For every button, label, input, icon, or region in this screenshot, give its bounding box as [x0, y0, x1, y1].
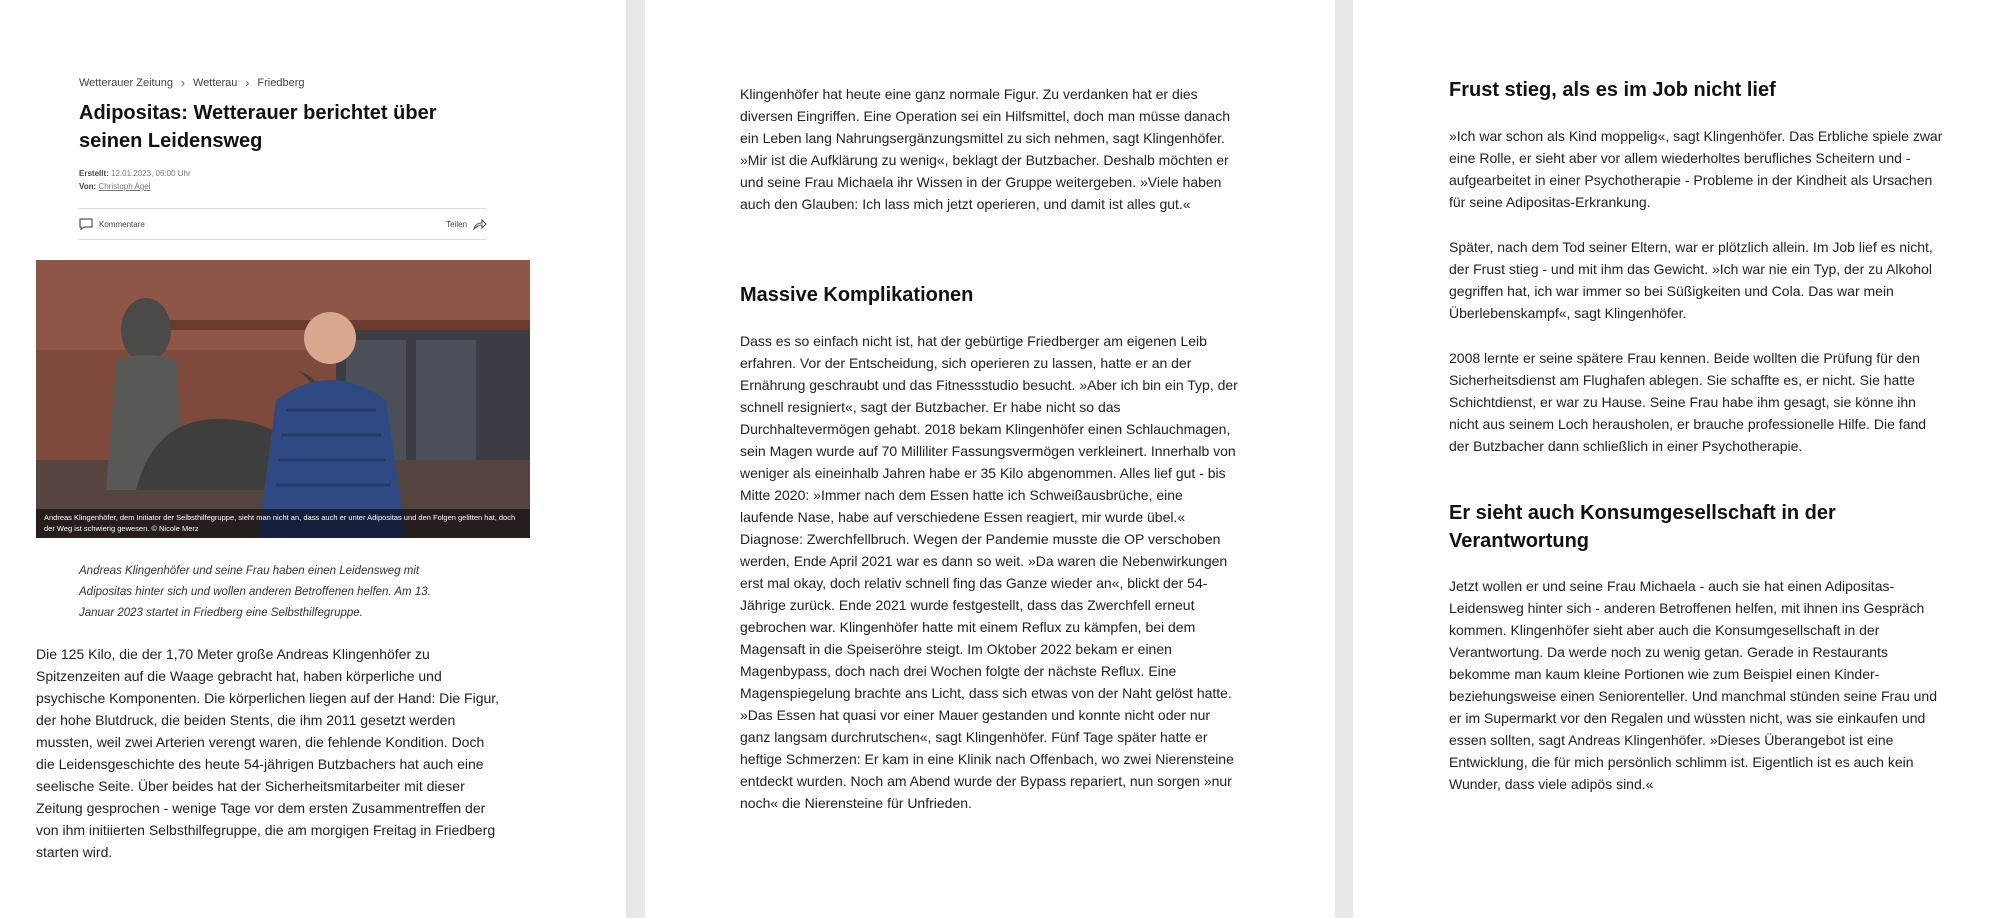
comments-label: Kommentare [99, 219, 145, 229]
article-paragraph: Später, nach dem Tod seiner Eltern, war er plötzlich allein. Im Job lief es nicht, der Frust stieg - und mit ihm das Gewicht. »Ich war nie ein Typ, der zu Alkohol gegriffen hat, ich war immer so bei Süßigkeiten und Cola. Das war mein Überlebenskampf«, sagt Klingenhöfer. [1449, 239, 1933, 321]
article-paragraph: Die 125 Kilo, die der 1,70 Meter große Andreas Klingenhöfer zu Spitzenzeiten auf die Waage gebracht hat, haben körperliche und psychische Komponenten. Die körperlichen liegen auf der Hand: Die Figur, der hohe Blutdruck, die beiden Stents, die ihm 2011 gesetzt werden mussten, weil zwei Arterien verengt waren, die fehlende Kondition. Doch die Leidensgeschichte des heute 54-jährigen Butzbachers hat auch eine seelische Seite. Über beides hat der Sicherheitsmitarbeiter mit dieser Zeitung gesprochen - wenige Tage vor dem ersten Zusammentreffen der von ihm initiierten Selbsthilfegruppe, die am morgigen Freitag in Friedberg starten wird. [36, 646, 500, 860]
article-page-1 [0, 0, 626, 918]
author-line [79, 182, 150, 191]
comments-button[interactable] [79, 218, 145, 230]
article-page-2 [645, 0, 1335, 918]
article-paragraph: Jetzt wollen er und seine Frau Michaela - auch sie hat einen Adipositas-Leidensweg hinter sich - anderen Betroffenen helfen, mit ihnen ins Gespräch kommen. Klingenhöfer sieht aber auch die Konsumgesellschaft in der Verantwortung. Da werde noch zu wenig getan. Gerade in Restaurants bekomme man kaum kleine Portionen wie zum Beispiel einen Kinder- beziehungsweise einen Seniorenteller. Und manchmal stünden seine Frau und er im Supermarkt vor den Regalen und wüssten nicht, was sie einkaufen und essen sollten, sagt Andreas Klingenhöfer. »Dieses Überangebot ist eine Entwicklung, die für mich persönlich schlimm ist. Eigentlich ist es auch kein Wunder, dass viele adipös sind.« [1449, 578, 1937, 792]
author-link[interactable]: Christoph Agel [98, 182, 151, 191]
breadcrumb-link-region[interactable]: Wetterau [192, 77, 238, 89]
breadcrumb-link-city[interactable]: Friedberg [257, 77, 305, 89]
created-value: 12.01.2023, 06:00 Uhr [111, 169, 191, 178]
article-paragraph: »Ich war schon als Kind moppelig«, sagt Klingenhöfer. Das Erbliche spiele zwar eine Rolle, er sieht aber vor allem wiederholtes berufliches Scheitern und - aufgearbeitet in einer Psychotherapie - Probleme in der Kindheit als Ursachen für seine Adipositas-Erkrankung. [1449, 128, 1943, 210]
article-photo[interactable] [36, 260, 530, 538]
section-heading: Massive Komplikationen [740, 284, 974, 306]
image-caption: Andreas Klingenhöfer und seine Frau haben einen Leidensweg mit Adipositas hinter sich und wollen anderen Betroffenen helfen. Am 13. Januar 2023 startet in Friedberg eine Selbsthilfegruppe. [79, 565, 431, 619]
created-date [79, 169, 191, 178]
section-heading: Er sieht auch Konsumgesellschaft in der Verantwortung [1449, 502, 1836, 552]
article-action-bar [79, 208, 487, 240]
article-paragraph: Klingenhöfer hat heute eine ganz normale Figur. Zu verdanken hat er dies diversen Eingriffen. Eine Operation sei ein Hilfsmittel, doch man müsse danach ein Leben lang Nahrungsergänzungsmittel zu sich nehmen, sagt Klingenhöfer. »Mir ist die Aufklärung zu wenig«, beklagt der Butzbacher. Deshalb möchten er und seine Frau Michaela ihr Wissen in der Gruppe weitergeben. »Viele haben auch den Glauben: Ich lass mich jetzt operieren, und damit ist alles gut.« [740, 86, 1230, 212]
author-label: Von: [79, 182, 97, 191]
article-headline: Adipositas: Wetterauer berichtet über seinen Leidensweg [79, 102, 437, 152]
comment-icon [79, 218, 93, 230]
section-heading: Frust stieg, als es im Job nicht lief [1449, 79, 1776, 101]
breadcrumb-link-newspaper[interactable]: Wetterauer Zeitung [79, 77, 173, 89]
article-paragraph: Dass es so einfach nicht ist, hat der gebürtige Friedberger am eigenen Leib erfahren. Vor der Entscheidung, sich operieren zu lassen, hatte er an der Ernährung geschraubt und das Fitnessstudio besucht. »Aber ich bin ein Typ, der schnell resigniert«, sagt der Butzbacher. Er habe nicht so das Durchhaltevermögen gehabt. 2018 bekam Klingenhöfer einen Schlauchmagen, sein Magen wurde auf 70 Milliliter Fassungsvermögen verkleinert. Innerhalb von weniger als eineinhalb Jahren habe er 35 Kilo abgenommen. Alles lief gut - bis Mitte 2020: »Immer nach dem Essen hatte ich Schweißausbrüche, eine laufende Nase, habe auf verschiedene Essen reagiert, mir wurde übel.« Diagnose: Zwerchfellbruch. Wegen der Pandemie musste die OP verschoben werden, Ende April 2021 war es dann so weit. »Da waren die Nebenwirkungen erst mal okay, doch relativ schnell fing das Ganze wieder an«, blickt der 54-Jährige zurück. Ende 2021 wurde festgestellt, dass das Zwerchfell erneut gebrochen war. Klingenhöfer hatte mit einem Reflux zu kämpfen, bei dem Magensaft in die Speiseröhre steigt. Im Oktober 2022 bekam er einen Magenbypass, doch nach drei Wochen folgte der nächste Reflux. Eine Magenspiegelung brachte ans Licht, dass sich etwas von der Naht gelöst hatte. »Das Essen hat quasi vor einer Mauer gestanden und konnte nicht oder nur ganz langsam durchrutschen«, sagt Klingenhöfer. Fünf Tage später hatte er heftige Schmerzen: Er kam in eine Klinik nach Offenbach, wo zwei Nierensteine entdeckt wurden. Noch am Abend wurde der Bypass repariert, nun sorgen »nur noch« die Nierensteine für Unfrieden. [740, 333, 1238, 811]
share-label: Teilen [446, 219, 467, 229]
breadcrumb [79, 76, 304, 90]
chevron-right-icon: › [180, 76, 185, 90]
photo-caption: Andreas Klingenhöfer, dem Initiator der Selbsthilfegruppe, sieht man nicht an, dass auch er unter Adipositas und den Folgen gelitten hat, doch der Weg ist schwierig gewesen. © Nicole Merz [36, 509, 530, 538]
photo-image [36, 260, 530, 538]
share-icon [473, 218, 487, 230]
share-button[interactable] [446, 218, 487, 230]
article-paragraph: 2008 lernte er seine spätere Frau kennen. Beide wollten die Prüfung für den Sicherheitsdienst am Flughafen ablegen. Sie schaffte es, er nicht. Sie hatte Schichtdienst, er war zu Hause. Seine Frau habe ihm gesagt, sie könne ihn nicht aus seinem Loch herausholen, er brauche professionelle Hilfe. Die fand der Butzbacher dann schließlich in einer Psychotherapie. [1449, 350, 1927, 454]
article-page-3 [1353, 0, 2000, 918]
created-label: Erstellt: [79, 169, 109, 178]
chevron-right-icon: › [245, 76, 250, 90]
